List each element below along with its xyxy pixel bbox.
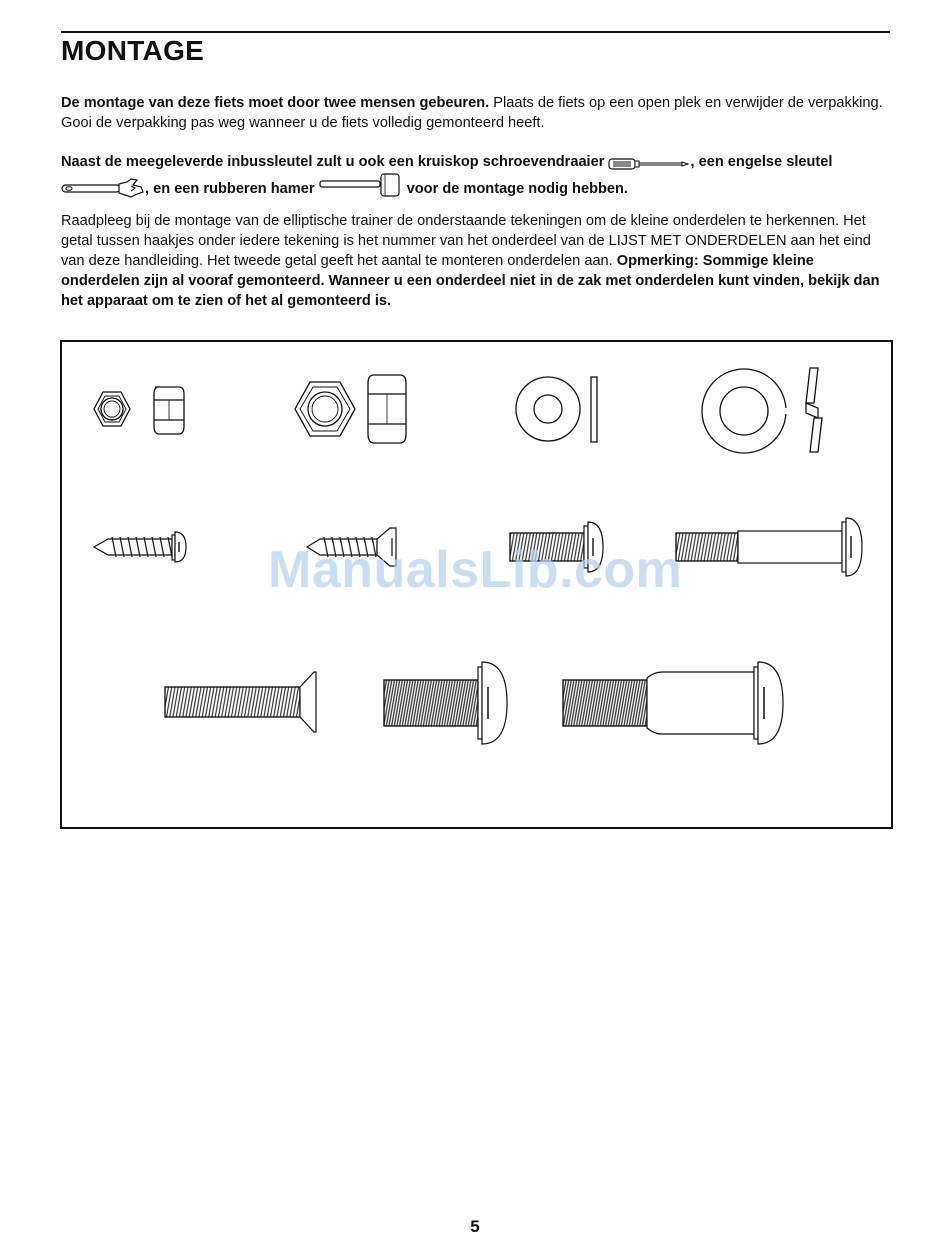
split-washer-icon	[702, 368, 822, 453]
page-title: MONTAGE	[61, 35, 205, 66]
screwdriver-icon	[608, 157, 690, 171]
wrench-icon	[61, 178, 145, 198]
tools-text-2: , een engelse sleutel	[690, 154, 833, 170]
intro-text: Plaats de fiets op een open plek en verwijder de verpakking. Gooi de verpakking pas weg wanneer u de fiets volledig gemonteerd heeft.	[61, 95, 883, 131]
button-bolt-icon	[384, 662, 507, 744]
intro-bold-text: De montage van deze fiets moet door twee mensen gebeuren.	[61, 95, 490, 111]
intro-paragraph	[61, 93, 891, 133]
tools-text-4: voor de montage nodig hebben.	[406, 181, 628, 197]
page-number: 5	[470, 1217, 480, 1236]
watermark: ManualsLib.com	[268, 541, 683, 599]
note-bold-text: Opmerking: Sommige kleine onderdelen zijn al vooraf gemonteerd. Wanneer u een onderdeel niet in de zak met onderdelen kunt vinden, bekijk dan het apparaat om te zien of het al gemonteerd is.	[61, 253, 880, 309]
long-shoulder-button-bolt-icon	[676, 518, 862, 576]
large-nylon-locknut-icon	[295, 375, 406, 443]
flat-washer-icon	[516, 377, 597, 442]
flat-head-bolt-icon	[165, 672, 316, 732]
tools-text-3: , en een rubberen hamer	[145, 181, 315, 197]
small-round-head-screw-icon	[94, 532, 186, 562]
tools-text-1: Naast de meegeleverde inbussleutel zult u ook een kruiskop schroevendraaier	[61, 154, 605, 170]
hammer-icon	[319, 172, 403, 198]
parts-intro-text: Raadpleeg bij de montage van de elliptische trainer de onderstaande tekeningen om de kleine onderdelen te herkennen. Het getal tussen haakjes onder iedere tekening is het nummer van het onderdeel van de LIJST MET ONDERDELEN aan het eind van deze handleiding. Het tweede getal geeft het aantal te monteren onderdelen aan.	[61, 213, 871, 269]
tools-paragraph	[61, 152, 891, 199]
shoulder-button-bolt-icon	[563, 662, 783, 744]
title-rule	[61, 31, 890, 33]
small-nylon-locknut-icon	[94, 387, 184, 434]
parts-intro-paragraph	[61, 211, 891, 311]
